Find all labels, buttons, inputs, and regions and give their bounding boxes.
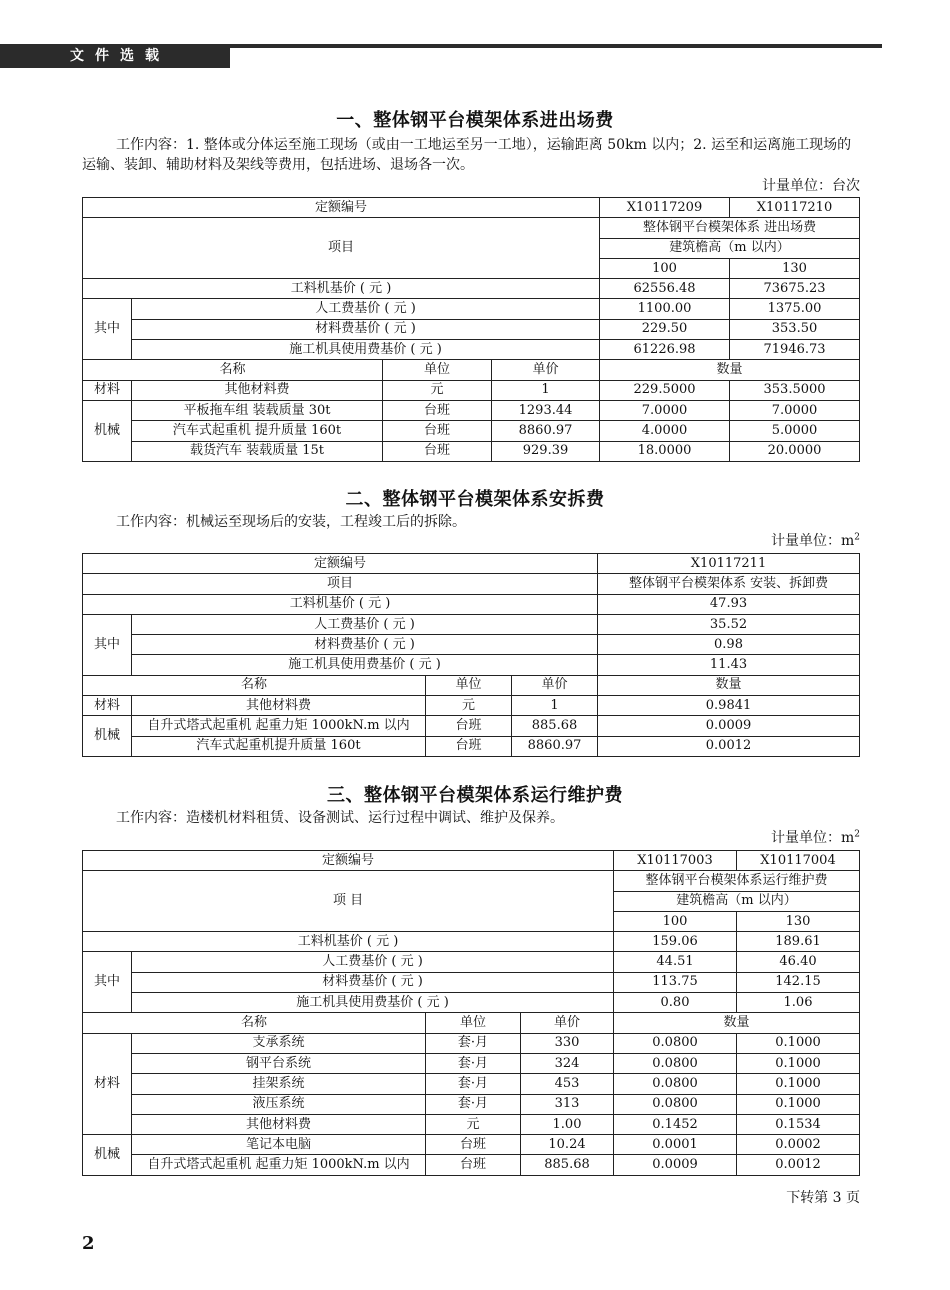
table-row xyxy=(83,360,860,380)
name-cell: 其他材料费 xyxy=(132,380,383,400)
price-cell: 885.68 xyxy=(512,716,598,736)
table-row xyxy=(83,932,860,952)
section1-work-content: 工作内容：1. 整体或分体运至施工现场（或由一工地运至另一工地），运输距离 50km 以内；2. 运至和运离施工现场的运输、装卸、辅助材料及架线等费用，包括进场、退场各一次。 xyxy=(82,137,852,173)
section3-work-content: 工作内容：造楼机材料租赁、设备测试、运行过程中调试、维护及保养。 xyxy=(116,810,564,826)
value-cell: 11.43 xyxy=(598,655,860,675)
name-cell: 自升式塔式起重机 起重力矩 1000kN.m 以内 xyxy=(132,1155,426,1175)
unit-cell: 台班 xyxy=(383,421,492,441)
base-price-label: 工料机基价 ( 元 ) xyxy=(83,932,614,952)
value-cell: 229.50 xyxy=(600,319,730,339)
col-header-qty: 数量 xyxy=(614,1013,860,1033)
item-name: 整体钢平台模架体系 进出场费 xyxy=(600,218,860,238)
table-row xyxy=(83,218,860,238)
col-header-qty: 数量 xyxy=(598,675,860,695)
section1-title: 一、整体钢平台模架体系进出场费 xyxy=(336,110,614,131)
value-cell: 189.61 xyxy=(737,932,860,952)
unit-cell: 套·月 xyxy=(426,1033,521,1053)
value-cell: 353.50 xyxy=(730,319,860,339)
item-name: 整体钢平台模架体系运行维护费 xyxy=(614,871,860,891)
value-cell: 35.52 xyxy=(598,614,860,634)
col-header-unit: 单位 xyxy=(383,360,492,380)
table-row xyxy=(83,319,860,339)
value-cell: 46.40 xyxy=(737,952,860,972)
section-tab: 文件选载 xyxy=(0,44,230,68)
qty-cell: 0.0002 xyxy=(737,1135,860,1155)
qty-cell: 5.0000 xyxy=(730,421,860,441)
value-cell: 142.15 xyxy=(737,972,860,992)
qty-cell: 0.1000 xyxy=(737,1053,860,1073)
machine-label: 施工机具使用费基价 ( 元 ) xyxy=(132,993,614,1013)
table-row xyxy=(83,851,860,871)
table-row xyxy=(83,696,860,716)
qty-cell: 0.0001 xyxy=(614,1135,737,1155)
labor-label: 人工费基价 ( 元 ) xyxy=(132,299,600,319)
name-cell: 液压系统 xyxy=(132,1094,426,1114)
code-label: 定额编号 xyxy=(83,851,614,871)
table-row xyxy=(83,441,860,461)
unit-cell: 台班 xyxy=(426,1155,521,1175)
name-cell: 自升式塔式起重机 起重力矩 1000kN.m 以内 xyxy=(132,716,426,736)
table-row xyxy=(83,1114,860,1134)
name-cell: 支承系统 xyxy=(132,1033,426,1053)
height-cell: 130 xyxy=(737,911,860,931)
page-number: 2 xyxy=(82,1233,95,1254)
base-price-label: 工料机基价 ( 元 ) xyxy=(83,594,598,614)
qty-cell: 20.0000 xyxy=(730,441,860,461)
price-cell: 8860.97 xyxy=(492,421,600,441)
name-cell: 平板拖车组 装载质量 30t xyxy=(132,400,383,420)
unit-cell: 台班 xyxy=(426,716,512,736)
code-cell: X10117209 xyxy=(600,198,730,218)
table-row xyxy=(83,279,860,299)
height-cell: 100 xyxy=(600,258,730,278)
code-cell: X10117211 xyxy=(598,554,860,574)
category-machine: 机械 xyxy=(83,716,132,757)
price-cell: 324 xyxy=(521,1053,614,1073)
unit-cell: 台班 xyxy=(383,400,492,420)
price-cell: 10.24 xyxy=(521,1135,614,1155)
col-header-price: 单价 xyxy=(521,1013,614,1033)
col-header-qty: 数量 xyxy=(600,360,860,380)
table-row xyxy=(83,1155,860,1175)
col-header-name: 名称 xyxy=(83,675,426,695)
name-cell: 汽车式起重机提升质量 160t xyxy=(132,736,426,756)
code-cell: X10117003 xyxy=(614,851,737,871)
qty-cell: 0.1452 xyxy=(614,1114,737,1134)
value-cell: 0.98 xyxy=(598,635,860,655)
price-cell: 1 xyxy=(492,380,600,400)
among-label: 其中 xyxy=(83,952,132,1013)
qty-cell: 0.1000 xyxy=(737,1094,860,1114)
value-cell: 159.06 xyxy=(614,932,737,952)
category-material: 材料 xyxy=(83,696,132,716)
table-row xyxy=(83,614,860,634)
item-label: 项目 xyxy=(83,218,600,279)
value-cell: 71946.73 xyxy=(730,340,860,360)
table-row xyxy=(83,675,860,695)
price-cell: 313 xyxy=(521,1094,614,1114)
machine-label: 施工机具使用费基价 ( 元 ) xyxy=(132,655,598,675)
qty-cell: 7.0000 xyxy=(600,400,730,420)
qty-cell: 0.0012 xyxy=(737,1155,860,1175)
table-row xyxy=(83,554,860,574)
section2-table xyxy=(82,553,860,757)
qty-cell: 0.0009 xyxy=(598,716,860,736)
material-label: 材料费基价 ( 元 ) xyxy=(132,319,600,339)
among-label: 其中 xyxy=(83,614,132,675)
continued-note: 下转第 3 页 xyxy=(786,1190,860,1206)
qty-cell: 0.0800 xyxy=(614,1053,737,1073)
col-header-name: 名称 xyxy=(83,1013,426,1033)
unit-cell: 台班 xyxy=(426,736,512,756)
qty-cell: 0.9841 xyxy=(598,696,860,716)
name-cell: 其他材料费 xyxy=(132,696,426,716)
qty-cell: 7.0000 xyxy=(730,400,860,420)
qty-cell: 18.0000 xyxy=(600,441,730,461)
unit-cell: 台班 xyxy=(383,441,492,461)
value-cell: 73675.23 xyxy=(730,279,860,299)
qty-cell: 4.0000 xyxy=(600,421,730,441)
value-cell: 44.51 xyxy=(614,952,737,972)
name-cell: 笔记本电脑 xyxy=(132,1135,426,1155)
qty-cell: 229.5000 xyxy=(600,380,730,400)
section3-table xyxy=(82,850,860,1176)
item-name: 整体钢平台模架体系 安装、拆卸费 xyxy=(598,574,860,594)
unit-cell: 套·月 xyxy=(426,1094,521,1114)
table-row xyxy=(83,635,860,655)
value-cell: 0.80 xyxy=(614,993,737,1013)
value-cell: 1.06 xyxy=(737,993,860,1013)
price-cell: 330 xyxy=(521,1033,614,1053)
item-label: 项 目 xyxy=(83,871,614,932)
category-material: 材料 xyxy=(83,1033,132,1134)
qty-cell: 0.0800 xyxy=(614,1074,737,1094)
category-machine: 机械 xyxy=(83,1135,132,1176)
table-row xyxy=(83,1013,860,1033)
value-cell: 1100.00 xyxy=(600,299,730,319)
section2-work-content: 工作内容：机械运至现场后的安装，工程竣工后的拆除。 xyxy=(116,514,466,530)
price-cell: 8860.97 xyxy=(512,736,598,756)
qty-cell: 0.0800 xyxy=(614,1094,737,1114)
section2-unit: 计量单位：$m^2$ xyxy=(770,532,860,549)
value-cell: 62556.48 xyxy=(600,279,730,299)
code-cell: X10117210 xyxy=(730,198,860,218)
unit-cell: 元 xyxy=(426,1114,521,1134)
col-header-unit: 单位 xyxy=(426,675,512,695)
base-price-label: 工料机基价 ( 元 ) xyxy=(83,279,600,299)
price-cell: 1.00 xyxy=(521,1114,614,1134)
name-cell: 钢平台系统 xyxy=(132,1053,426,1073)
section1-unit: 计量单位：台次 xyxy=(762,178,860,194)
unit-cell: 元 xyxy=(426,696,512,716)
qty-cell: 0.1534 xyxy=(737,1114,860,1134)
table-row xyxy=(83,400,860,420)
price-cell: 885.68 xyxy=(521,1155,614,1175)
price-cell: 1293.44 xyxy=(492,400,600,420)
value-cell: 1375.00 xyxy=(730,299,860,319)
table-row xyxy=(83,736,860,756)
height-cell: 100 xyxy=(614,911,737,931)
category-machine: 机械 xyxy=(83,400,132,461)
col-header-unit: 单位 xyxy=(426,1013,521,1033)
table-row xyxy=(83,952,860,972)
table-row xyxy=(83,1135,860,1155)
price-cell: 1 xyxy=(512,696,598,716)
qty-cell: 353.5000 xyxy=(730,380,860,400)
qty-cell: 0.0800 xyxy=(614,1033,737,1053)
unit-cell: 台班 xyxy=(426,1135,521,1155)
material-label: 材料费基价 ( 元 ) xyxy=(132,972,614,992)
col-header-name: 名称 xyxy=(83,360,383,380)
name-cell: 挂架系统 xyxy=(132,1074,426,1094)
table-row xyxy=(83,1053,860,1073)
table-row xyxy=(83,421,860,441)
item-subheading: 建筑檐高（m 以内） xyxy=(600,238,860,258)
section1-table xyxy=(82,197,860,462)
name-cell: 载货汽车 装载质量 15t xyxy=(132,441,383,461)
machine-label: 施工机具使用费基价 ( 元 ) xyxy=(132,340,600,360)
material-label: 材料费基价 ( 元 ) xyxy=(132,635,598,655)
code-label: 定额编号 xyxy=(83,554,598,574)
qty-cell: 0.0009 xyxy=(614,1155,737,1175)
labor-label: 人工费基价 ( 元 ) xyxy=(132,614,598,634)
table-row xyxy=(83,716,860,736)
unit-cell: 套·月 xyxy=(426,1053,521,1073)
table-row xyxy=(83,1074,860,1094)
table-row xyxy=(83,380,860,400)
table-row xyxy=(83,574,860,594)
value-cell: 61226.98 xyxy=(600,340,730,360)
price-cell: 453 xyxy=(521,1074,614,1094)
table-row xyxy=(83,1094,860,1114)
table-row xyxy=(83,1033,860,1053)
labor-label: 人工费基价 ( 元 ) xyxy=(132,952,614,972)
qty-cell: 0.1000 xyxy=(737,1033,860,1053)
code-cell: X10117004 xyxy=(737,851,860,871)
value-cell: 47.93 xyxy=(598,594,860,614)
qty-cell: 0.0012 xyxy=(598,736,860,756)
table-row xyxy=(83,198,860,218)
table-row xyxy=(83,871,860,891)
col-header-price: 单价 xyxy=(492,360,600,380)
value-cell: 113.75 xyxy=(614,972,737,992)
col-header-price: 单价 xyxy=(512,675,598,695)
code-label: 定额编号 xyxy=(83,198,600,218)
qty-cell: 0.1000 xyxy=(737,1074,860,1094)
unit-cell: 套·月 xyxy=(426,1074,521,1094)
table-row xyxy=(83,594,860,614)
table-row xyxy=(83,299,860,319)
item-subheading: 建筑檐高（m 以内） xyxy=(614,891,860,911)
section2-title: 二、整体钢平台模架体系安拆费 xyxy=(345,489,605,510)
name-cell: 其他材料费 xyxy=(132,1114,426,1134)
section3-title: 三、整体钢平台模架体系运行维护费 xyxy=(327,785,623,806)
price-cell: 929.39 xyxy=(492,441,600,461)
table-row xyxy=(83,340,860,360)
among-label: 其中 xyxy=(83,299,132,360)
section3-unit: 计量单位：$m^2$ xyxy=(770,829,860,846)
height-cell: 130 xyxy=(730,258,860,278)
name-cell: 汽车式起重机 提升质量 160t xyxy=(132,421,383,441)
item-label: 项目 xyxy=(83,574,598,594)
table-row xyxy=(83,993,860,1013)
table-row xyxy=(83,972,860,992)
category-material: 材料 xyxy=(83,380,132,400)
unit-cell: 元 xyxy=(383,380,492,400)
table-row xyxy=(83,655,860,675)
